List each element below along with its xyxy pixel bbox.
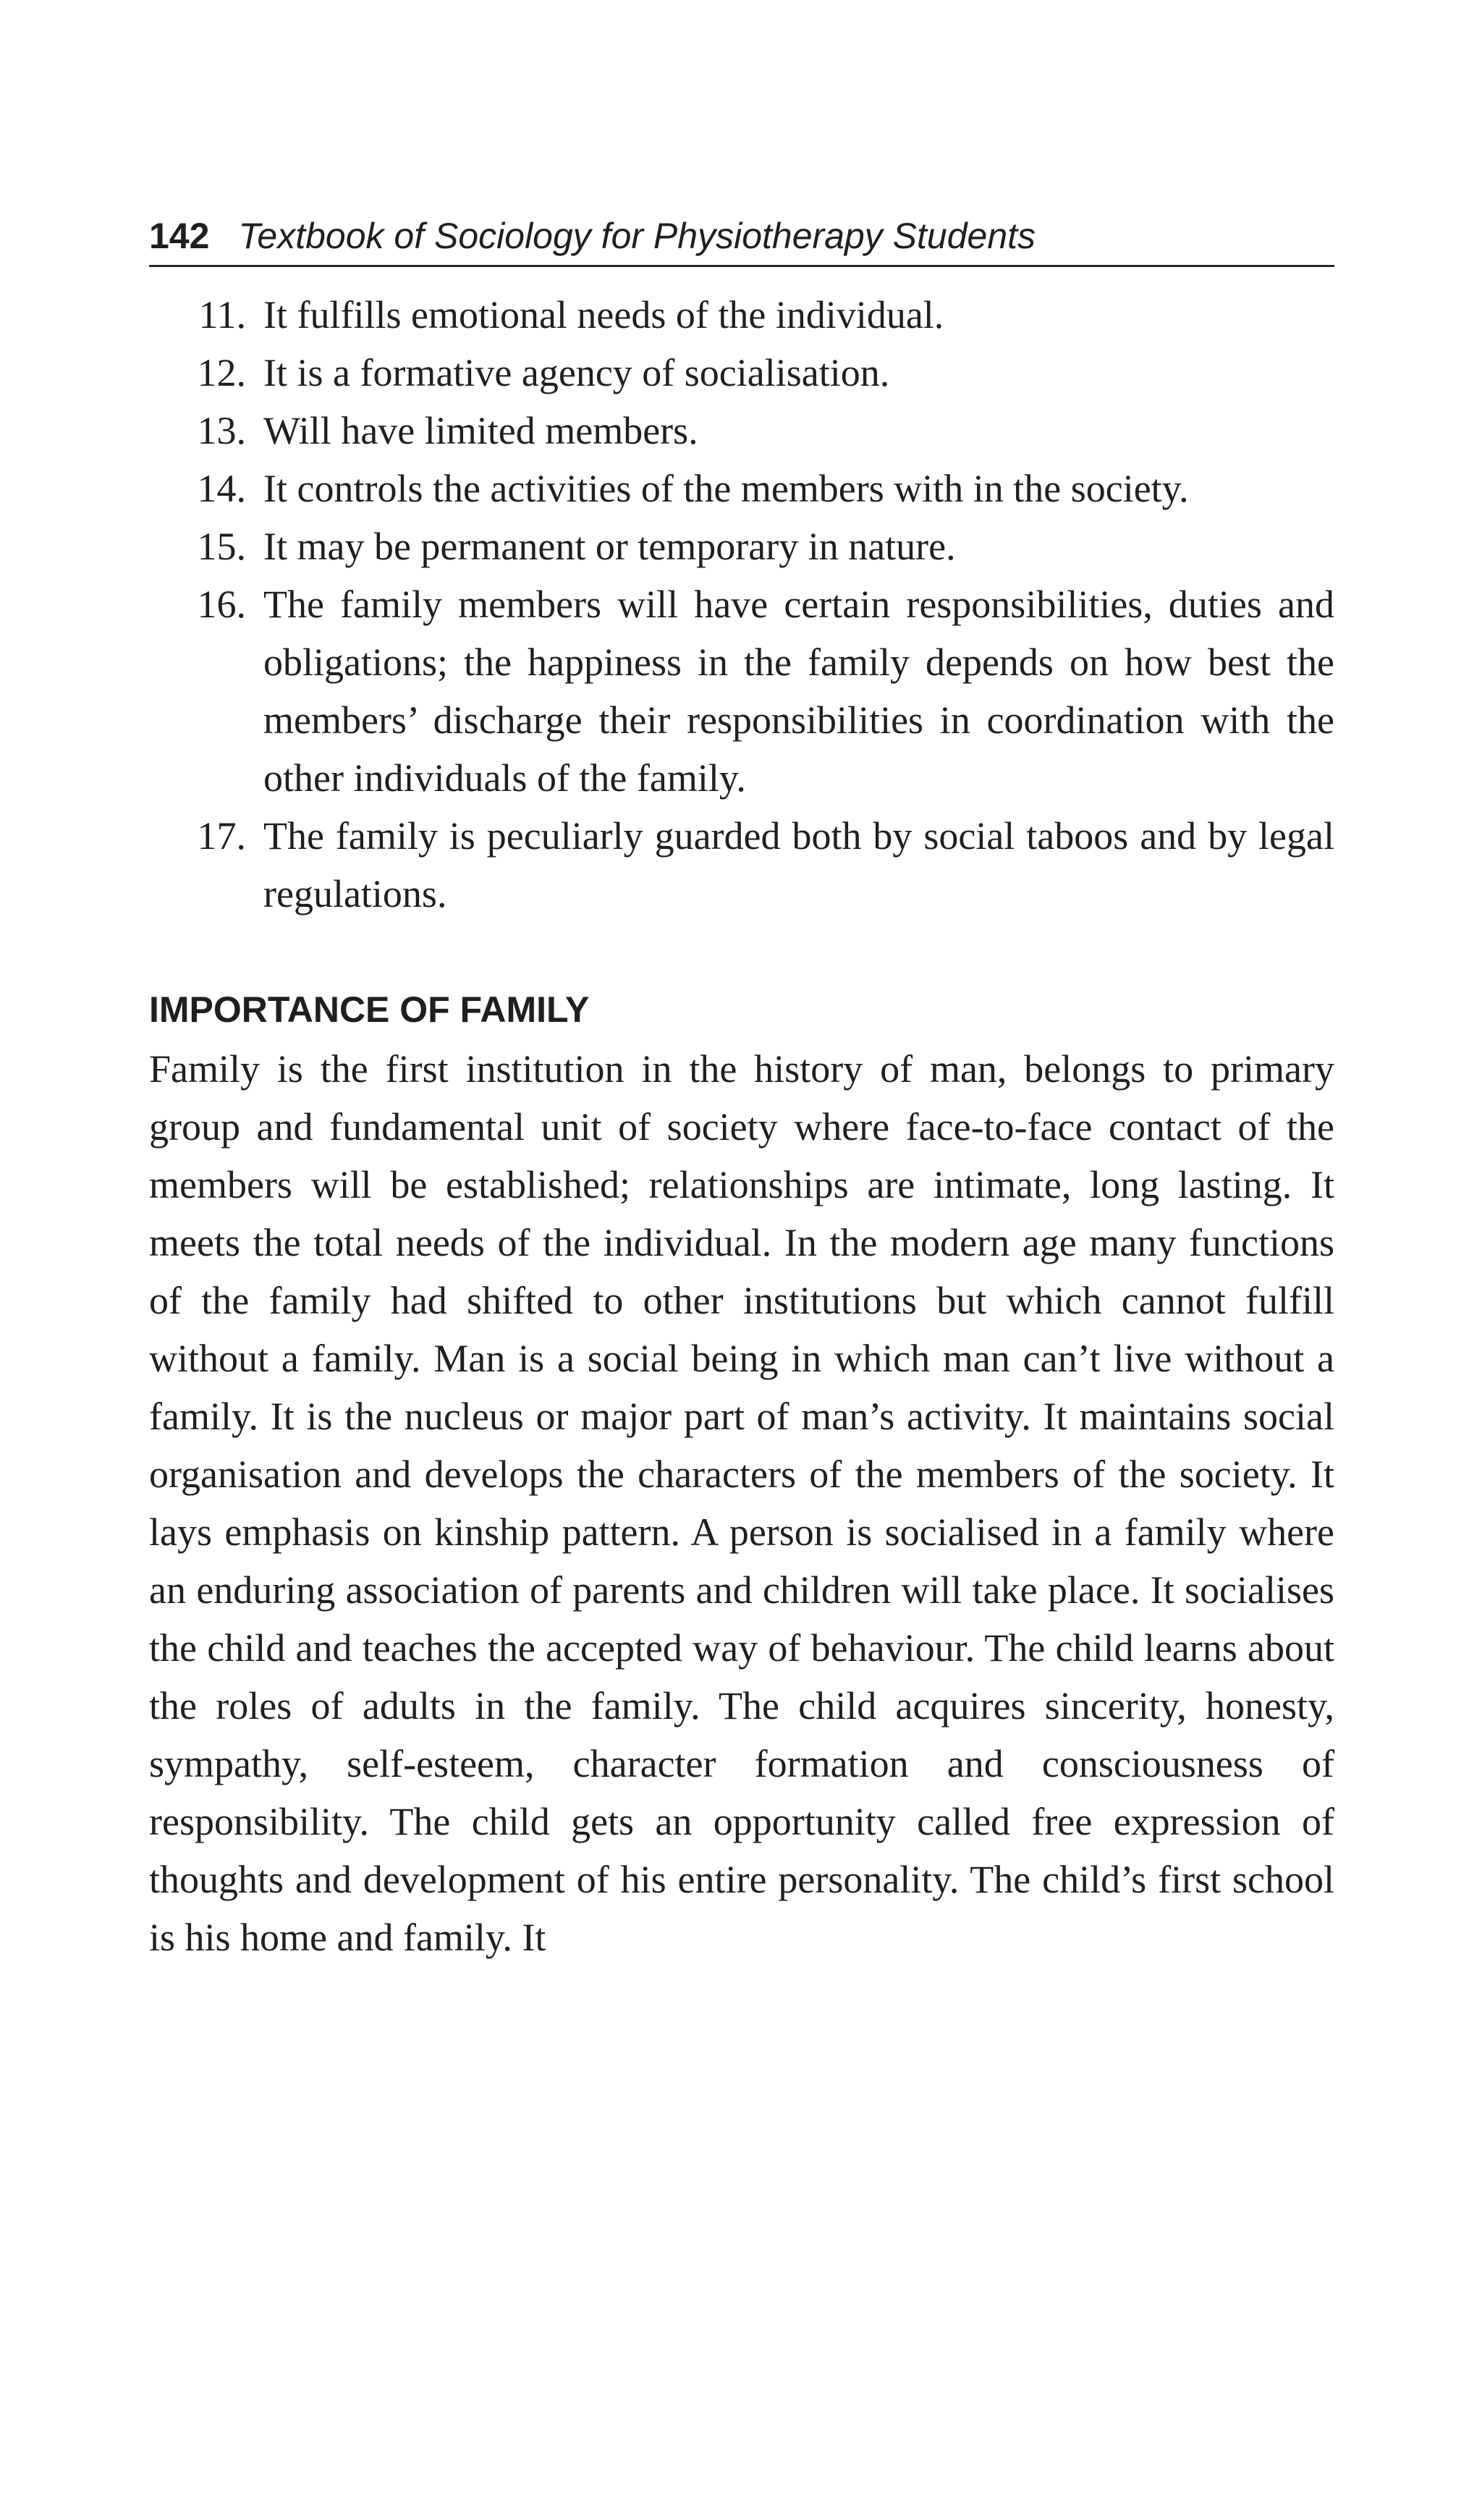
- list-item: [149, 286, 1334, 344]
- list-item-text: The family members will have certain responsibilities, duties and obligations; the happiness in the family depends on how best the members’ discharge their responsibilities in coordination with the other individuals of the family.: [263, 583, 1334, 800]
- section-paragraph: Family is the first institution in the history of man, belongs to primary group and fundamental unit of society where face-to-face contact of the members will be established; relationships are intimate, long lasting. It meets the total needs of the individual. In the modern age many functions of the family had shifted to other institutions but which cannot fulfill without a family. Man is a social being in which man can’t live without a family. It is the nucleus or major part of man’s activity. It maintains social organisation and develops the characters of the members of the society. It lays emphasis on kinship pattern. A person is socialised in a family where an enduring association of parents and children will take place. It socialises the child and teaches the accepted way of behaviour. The child learns about the roles of adults in the family. The child acquires sincerity, honesty, sympathy, self-esteem, character formation and consciousness of responsibility. The child gets an opportunity called free expression of thoughts and development of his entire personality. The child’s first school is his home and family. It: [149, 1047, 1334, 1959]
- list-item-number: 17.: [197, 814, 246, 858]
- list-item-number: 14.: [197, 467, 246, 510]
- list-item: [149, 402, 1334, 460]
- book-page: [149, 214, 1334, 1966]
- list-item-number: 15.: [197, 525, 246, 568]
- list-item-text: It may be permanent or temporary in nature.: [263, 525, 956, 568]
- list-item: [149, 807, 1334, 923]
- page-number: 142: [149, 216, 210, 256]
- list-item: [149, 517, 1334, 575]
- list-item-number: 13.: [197, 409, 246, 452]
- running-header: [149, 214, 1334, 267]
- list-item: [149, 575, 1334, 807]
- book-title: Textbook of Sociology for Physiotherapy Students: [238, 216, 1036, 256]
- list-item-text: Will have limited members.: [263, 409, 698, 452]
- list-item-number: 12.: [197, 351, 246, 394]
- list-item-number: 11.: [198, 293, 246, 337]
- list-item: [149, 460, 1334, 517]
- list-item: [149, 344, 1334, 402]
- list-item-number: 16.: [197, 583, 246, 626]
- characteristics-list: [149, 286, 1334, 923]
- list-item-text: It fulfills emotional needs of the individual.: [263, 293, 944, 337]
- section-heading: IMPORTANCE OF FAMILY: [149, 989, 590, 1030]
- list-item-text: It controls the activities of the members with in the society.: [263, 467, 1189, 510]
- list-item-text: It is a formative agency of socialisation.: [263, 351, 890, 394]
- list-item-text: The family is peculiarly guarded both by social taboos and by legal regulations.: [263, 814, 1334, 916]
